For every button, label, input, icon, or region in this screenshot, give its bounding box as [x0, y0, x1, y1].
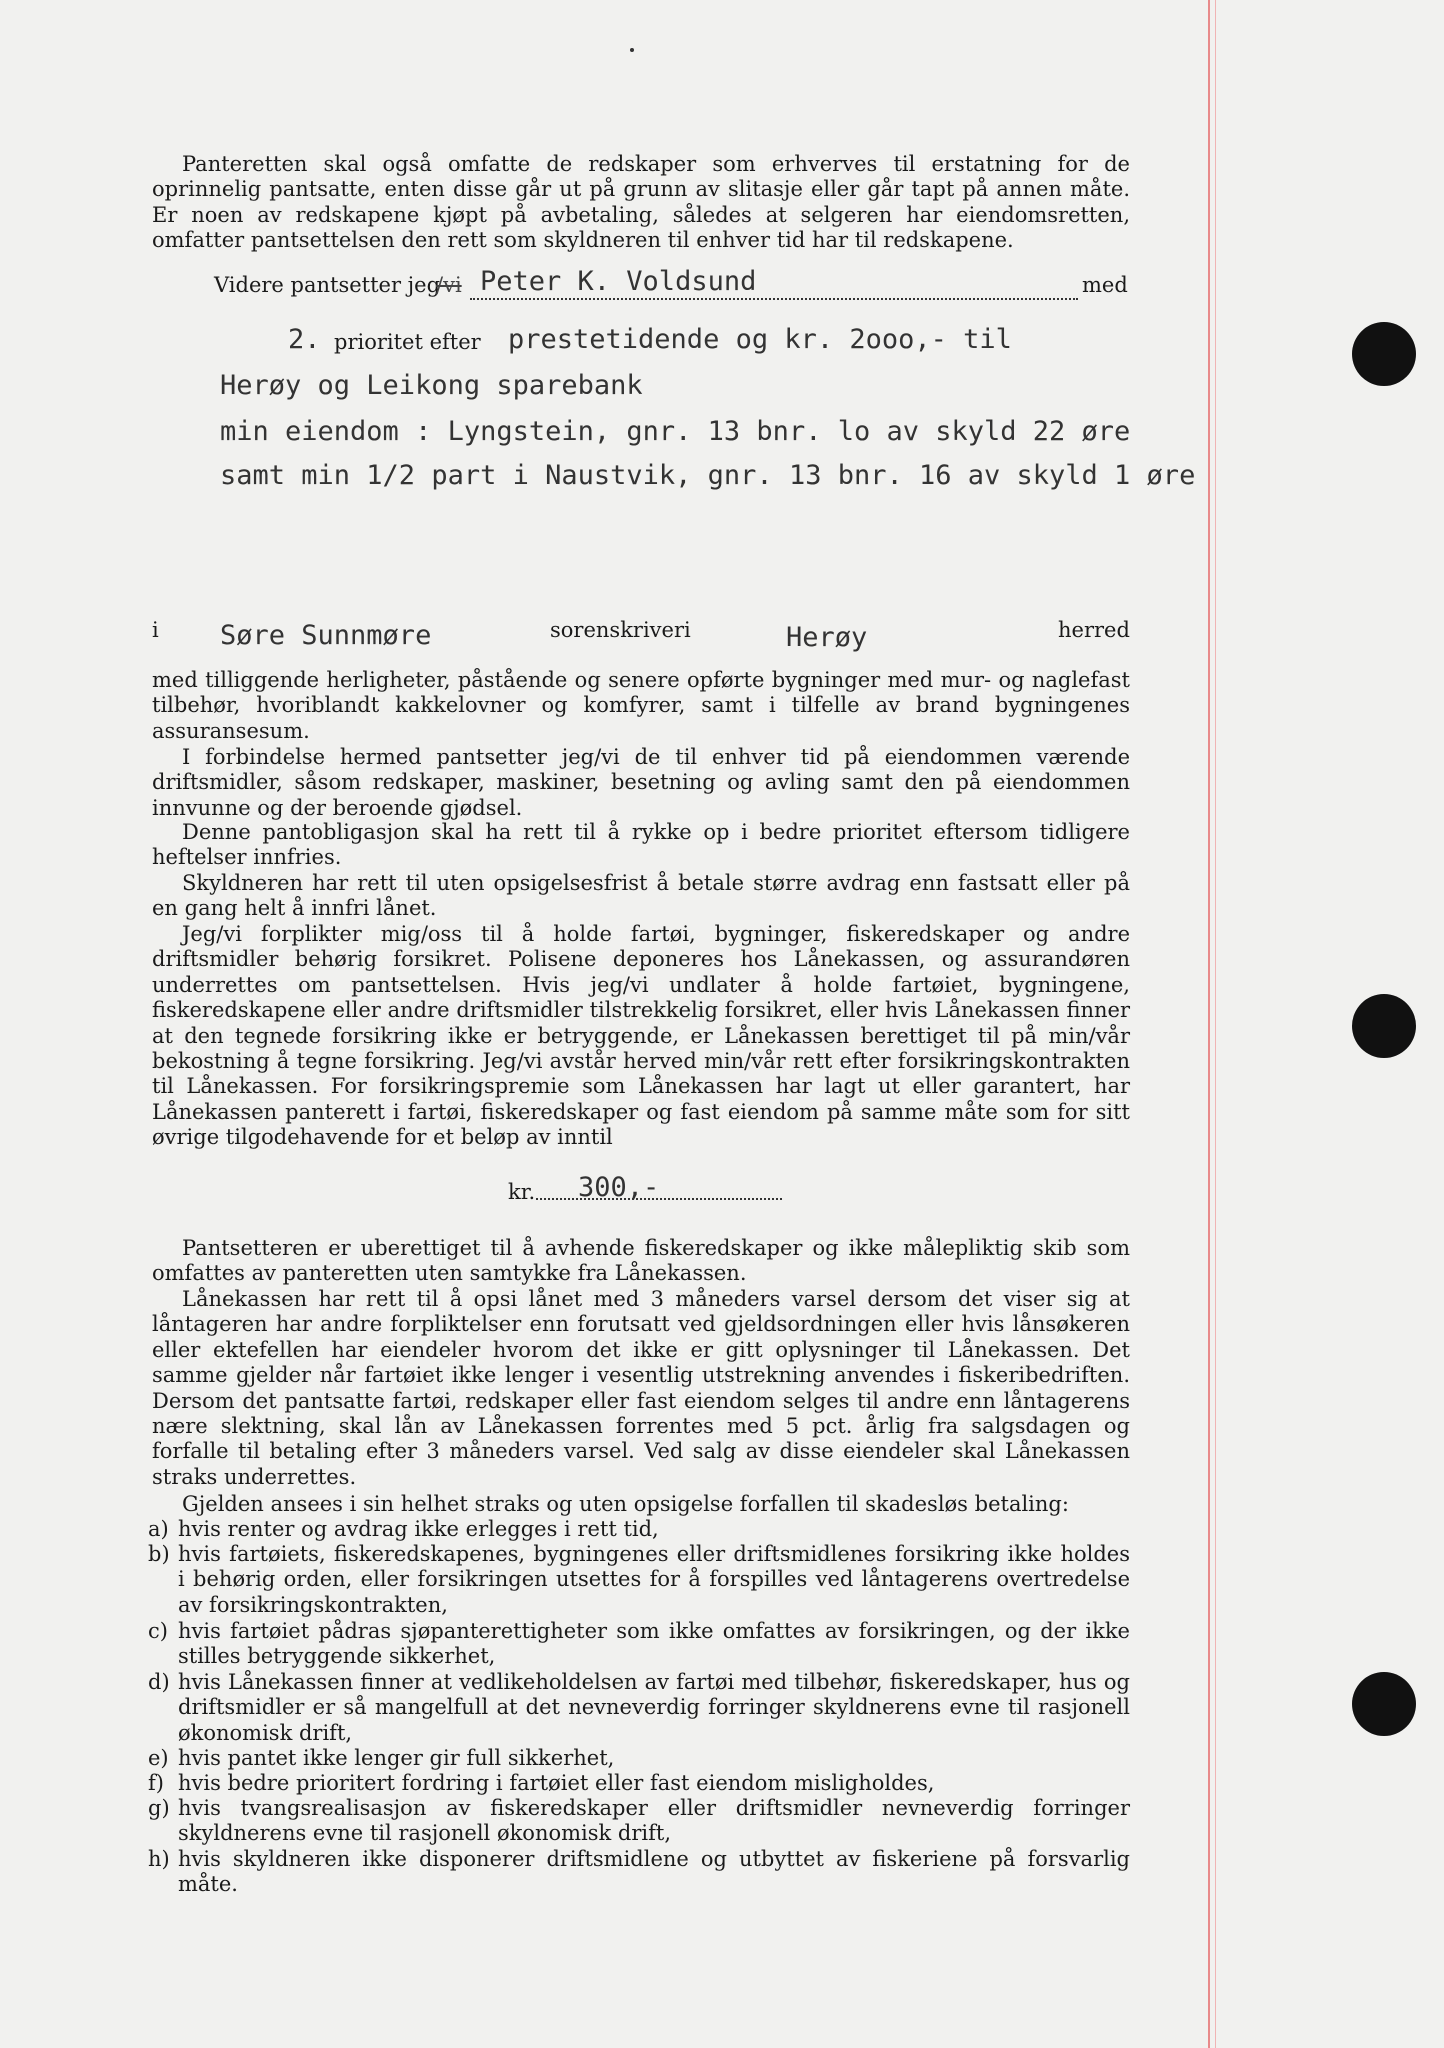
district-label: sorenskriveri	[550, 618, 691, 642]
location-prefix: i	[152, 618, 159, 642]
list-item	[148, 1796, 1130, 1847]
list-item	[148, 1542, 1130, 1618]
list-text: hvis Lånekassen finner at vedlikeholdelsen av fartøi med tilbehør, fiskeredskaper, hus og driftsmidler er så mangelfull at det nevneverdig forringer skyldnerens evne til rasjonell økonomisk drift,	[178, 1670, 1130, 1745]
list-text: hvis fartøiets, fiskeredskapenes, bygningenes eller driftsmidlenes forsikring ikke holdes i behørig orden, eller forsikringen utsettes for å forspilles ved låntagerens overtredelse av forsikringskontrakten,	[178, 1542, 1130, 1617]
list-marker: d)	[148, 1670, 170, 1694]
list-text: hvis bedre prioritert fordring i fartøiet eller fast eiendom misligholdes,	[178, 1771, 935, 1795]
punch-hole	[1352, 1672, 1416, 1736]
list-text: hvis tvangsrealisasjon av fiskeredskaper eller driftsmidler nevneverdig forringer skyldnerens evne til rasjonell økonomisk drift,	[178, 1796, 1130, 1846]
priority-label: prioritet efter	[334, 330, 481, 354]
district-name: Søre Sunnmøre	[220, 620, 432, 651]
paragraph-insurance: Jeg/vi forplikter mig/oss til å holde fartøi, bygninger, fiskeredskaper og andre driftsmidler behørig forsikret. Polisene deponeres hos Lånekassen, og assurandøren underrettes om pantsettelsen. Hvis jeg/vi undlater å holde fartøiet, bygningene, fiskeredskapene eller andre driftsmidler tilstrekkelig forsikret, eller hvis Lånekassen finner at den tegnede forsikring ikke er betryggende, er Lånekassen berettiget til på min/vår bekostning å tegne forsikring. Jeg/vi avstår herved min/vår rett efter forsikringskontrakten til Lånekassen. For forsikringspremie som Lånekassen har lagt ut eller garantert, har Lånekassen panterett i fartøi, fiskeredskaper og fast eiendom på samme måte som for sitt øvrige tilgodehavende for et beløp av inntil	[152, 922, 1130, 1150]
priority-typed-3: min eiendom : Lyngstein, gnr. 13 bnr. lo av skyld 22 øre	[220, 416, 1131, 447]
priority-typed-4: samt min 1/2 part i Naustvik, gnr. 13 bnr. 16 av skyld 1 øre	[220, 460, 1196, 491]
list-marker: a)	[148, 1517, 169, 1541]
punch-hole	[1352, 322, 1416, 386]
list-text: hvis skyldneren ikke disponerer driftsmidlene og utbyttet av fiskeriene på forsvarlig måte.	[178, 1847, 1130, 1897]
amount-label: kr.	[508, 1180, 536, 1204]
municipality-name: Herøy	[786, 622, 868, 653]
list-item	[148, 1619, 1130, 1670]
speck	[630, 48, 634, 52]
list-item	[148, 1746, 1130, 1771]
paragraph-appurtenances: med tilliggende herligheter, påstående og senere opførte bygninger med mur- og naglefast tilbehør, hvoriblandt kakkelovner og komfyrer, samt i tilfelle av brand bygningenes assuransesum.	[152, 668, 1130, 743]
list-item	[148, 1847, 1130, 1898]
list-marker: f)	[148, 1771, 164, 1795]
pledge-prefix: Videre pantsetter jeg	[214, 273, 441, 297]
list-marker: b)	[148, 1542, 170, 1566]
pledgor-name: Peter K. Voldsund	[480, 266, 757, 297]
paragraph-equipment: Panteretten skal også omfatte de redskaper som erhverves til erstatning for de oprinnelig pantsatte, enten disse går ut på grunn av slitasje eller går tapt på annen måte. Er noen av redskapene kjøpt på avbetaling, således at selgeren har eiendomsretten, omfatter pantsettelsen den rett som skyldneren til enhver tid har til redskapene.	[152, 152, 1130, 253]
paragraph-termination: Lånekassen har rett til å opsi lånet med 3 måneders varsel dersom det viser sig at låntageren har andre forpliktelser enn forutsatt ved gjeldsordningen eller hvis lånsøkeren eller ektefellen har eiendeler hvorom det ikke er gitt oplysninger til Lånekassen. Det samme gjelder når fartøiet ikke lenger i vesentlig utstrekning anvendes i fiskeribedriften. Dersom det pantsatte fartøi, redskaper eller fast eiendom selges til andre enn låntagerens nære slektning, skal lån av Lånekassen forrentes med 5 pct. årlig fra salgsdagen og forfalle til betaling efter 3 måneders varsel. Ved salg av disse eiendeler skal Lånekassen straks underrettes.	[152, 1287, 1130, 1489]
municipality-label: herred	[1058, 618, 1130, 642]
margin-rule	[1208, 0, 1210, 2048]
margin-rule-secondary	[1215, 0, 1216, 2048]
list-item	[148, 1517, 1130, 1542]
paragraph-default-intro: Gjelden ansees i sin helhet straks og uten opsigelse forfallen til skadesløs betaling:	[182, 1492, 1069, 1516]
priority-number: 2.	[288, 324, 321, 355]
paragraph-operating-assets: I forbindelse hermed pantsetter jeg/vi de til enhver tid på eiendommen værende driftsmidler, såsom redskaper, maskiner, besetning og avling samt den på eiendommen innvunne og der beroende gjødsel.	[152, 745, 1130, 820]
amount-value: 300,-	[578, 1172, 660, 1203]
list-marker: h)	[148, 1847, 170, 1871]
punch-hole	[1352, 994, 1416, 1058]
list-item	[148, 1771, 1130, 1796]
list-text: hvis fartøiet pådras sjøpanterettigheter som ikke omfattes av forsikringen, og der ikke stilles betryggende sikkerhet,	[178, 1619, 1130, 1669]
priority-typed-1: prestetidende og kr. 2ooo,- til	[508, 324, 1012, 355]
paragraph-disposal: Pantsetteren er uberettiget til å avhende fiskeredskaper og ikke målepliktig skib som omfattes av panteretten uten samtykke fra Lånekassen.	[152, 1236, 1130, 1286]
list-marker: g)	[148, 1796, 170, 1820]
list-marker: e)	[148, 1746, 169, 1770]
paragraph-prepayment: Skyldneren har rett til uten opsigelsesfrist å betale større avdrag enn fastsatt eller på en gang helt å innfri lånet.	[152, 871, 1130, 921]
pledge-struck: /vi	[436, 273, 462, 297]
list-marker: c)	[148, 1619, 168, 1643]
pledge-suffix: med	[1082, 273, 1128, 297]
pledge-fill-line	[470, 298, 1078, 300]
list-text: hvis renter og avdrag ikke erlegges i rett tid,	[178, 1517, 659, 1541]
list-item	[148, 1670, 1130, 1746]
list-text: hvis pantet ikke lenger gir full sikkerhet,	[178, 1746, 615, 1770]
paragraph-priority-advance: Denne pantobligasjon skal ha rett til å rykke op i bedre prioritet eftersom tidligere heftelser innfries.	[152, 820, 1130, 870]
priority-typed-2: Herøy og Leikong sparebank	[220, 370, 643, 401]
